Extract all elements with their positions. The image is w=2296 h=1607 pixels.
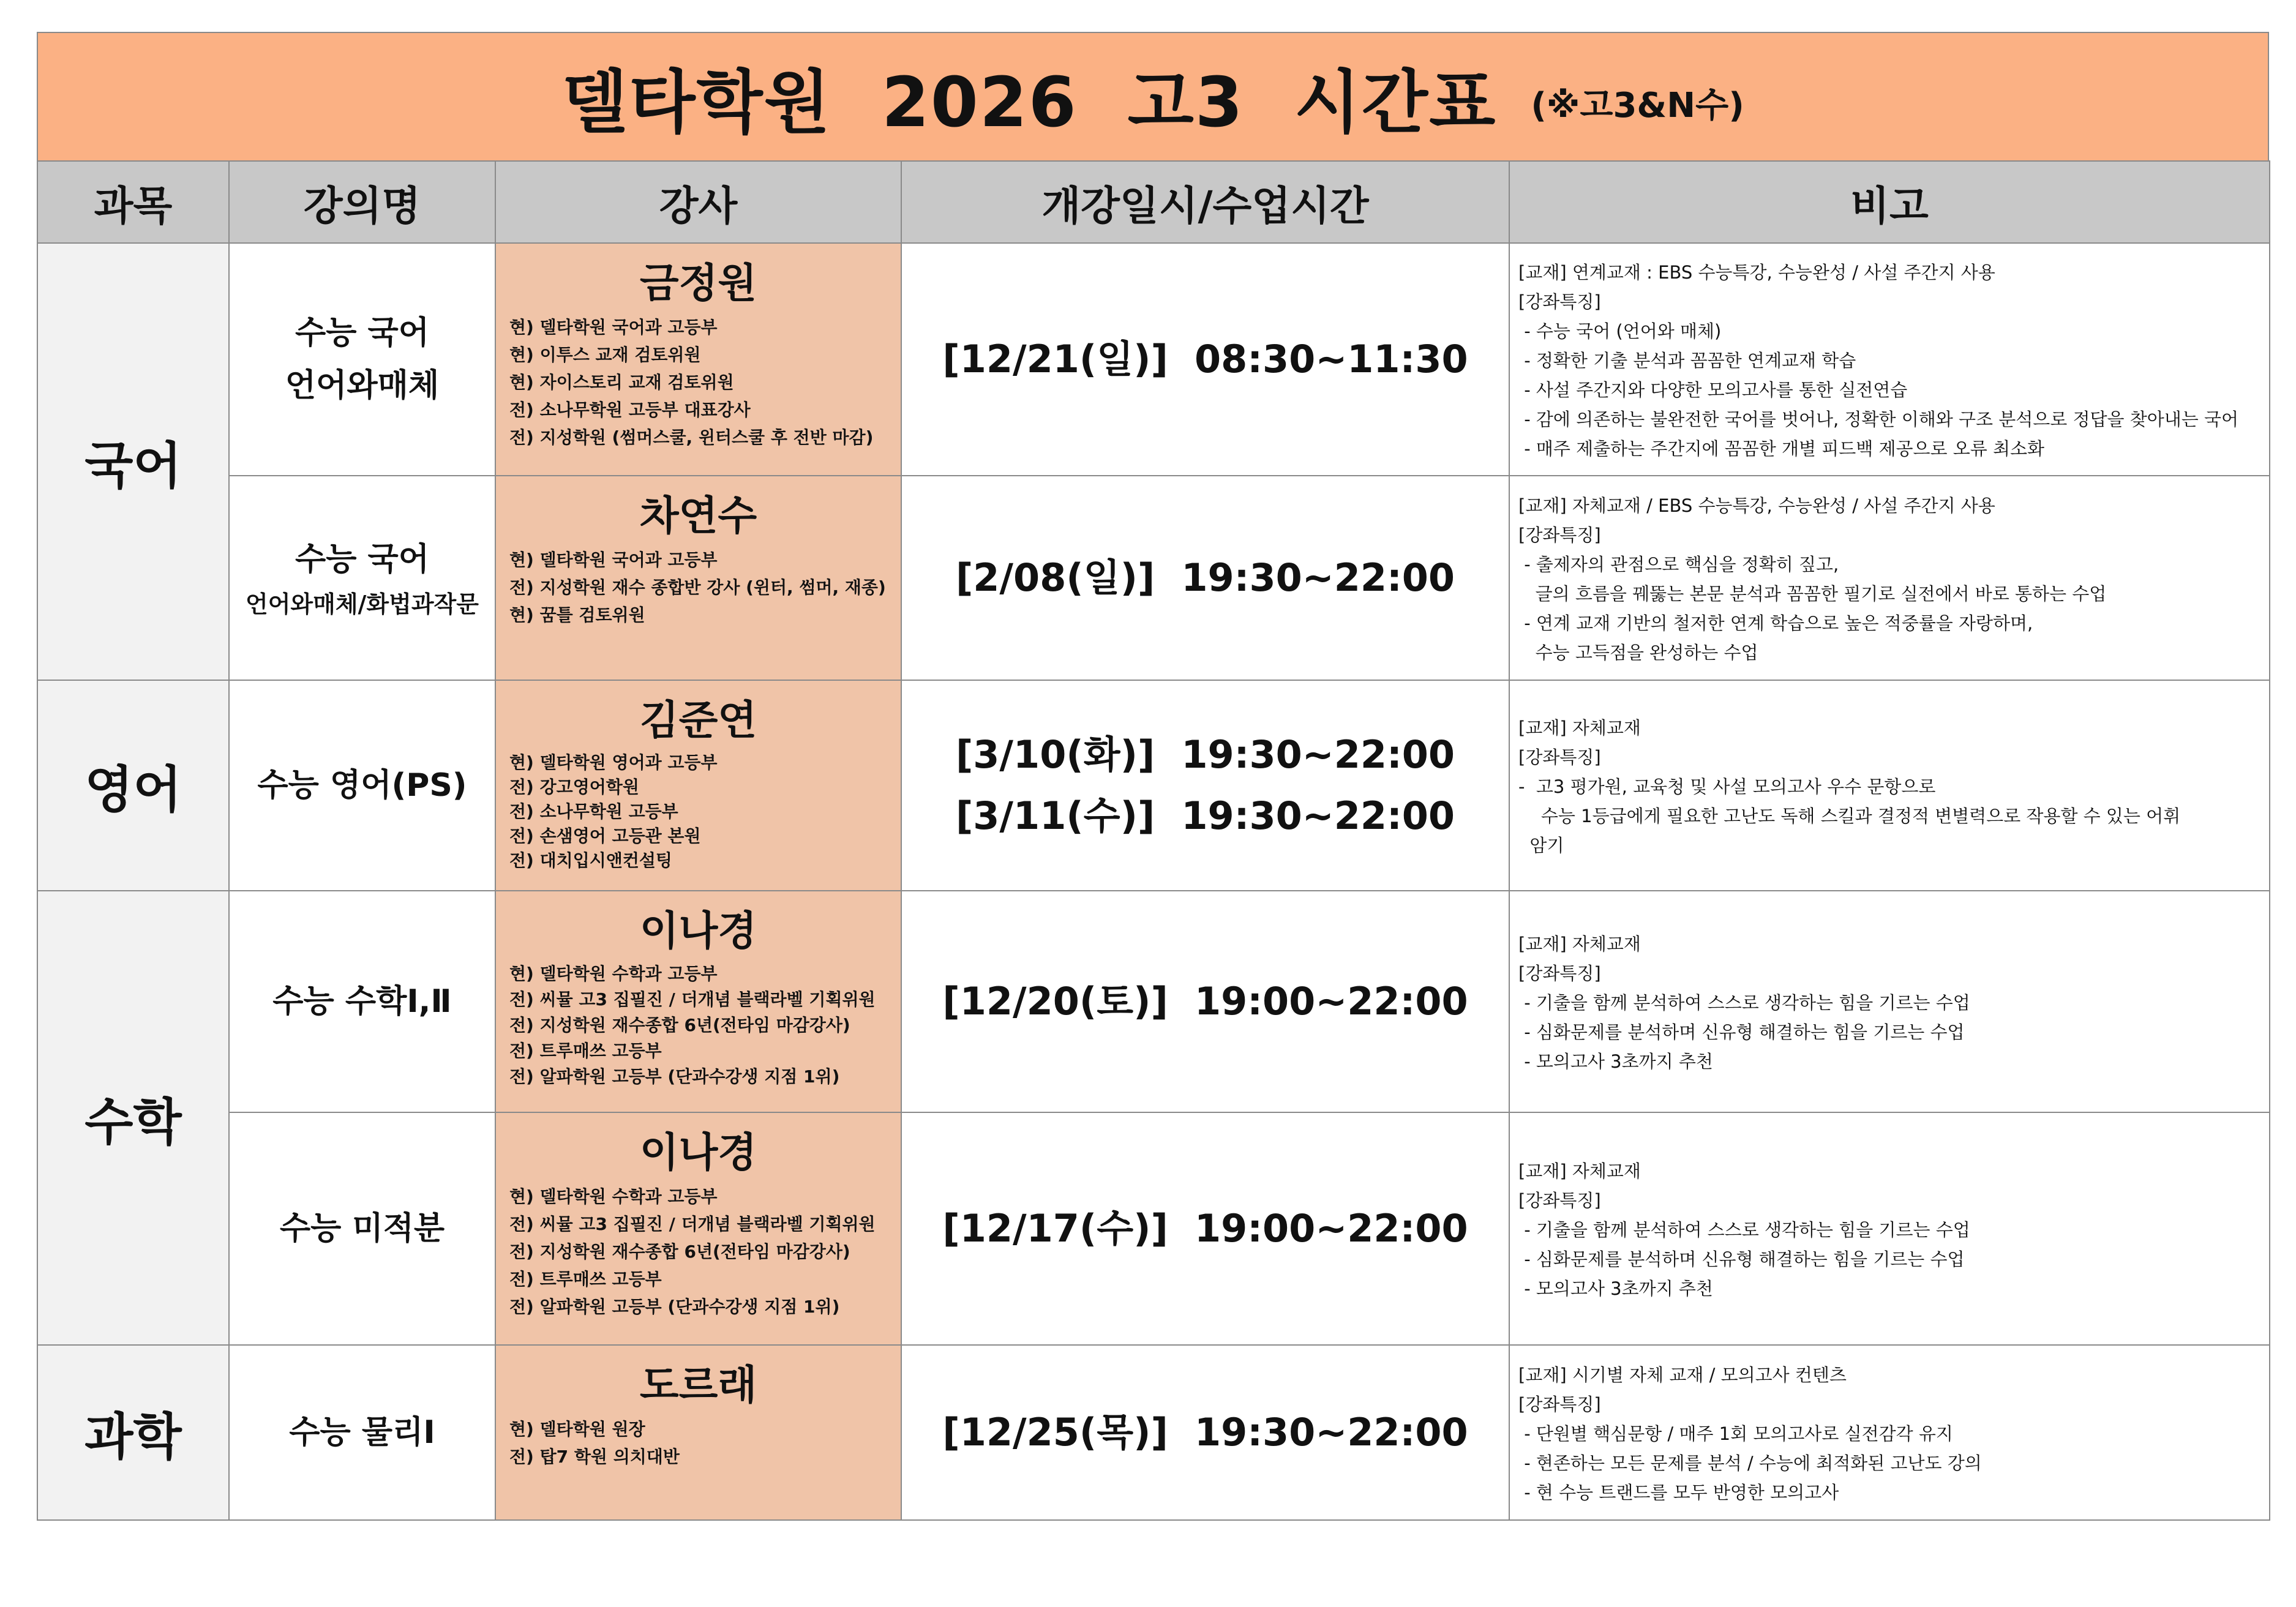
career-line: 전) 알파학원 고등부 (단과수강생 지점 1위) — [509, 1297, 840, 1317]
career-line: 전) 탑7 학원 의치대반 — [509, 1447, 680, 1467]
course-cell — [229, 891, 495, 1112]
subject-cell-math: 수학 — [37, 891, 229, 1345]
schedule-cell — [901, 680, 1509, 891]
note-line: 글의 흐름을 꿰뚫는 본문 분석과 꼼꼼한 필기로 실전에서 바로 통하는 수업 — [1518, 583, 2107, 604]
note-line: [교재] 연계교재 : EBS 수능특강, 수능완성 / 사설 주간지 사용 — [1518, 262, 1995, 283]
note-line: - 고3 평가원, 교육청 및 사설 모의고사 우수 문항으로 — [1518, 776, 1936, 797]
course-detail: 언어와매체 — [285, 367, 440, 404]
note-line: - 수능 국어 (언어와 매체) — [1518, 321, 1722, 342]
course-name: 수능 국어 — [295, 541, 430, 578]
table-row — [37, 243, 2270, 476]
note-line: [교재] 자체교재 — [1518, 717, 1641, 738]
career-line: 전) 지성학원 재수종합 6년(전타임 마감강사) — [509, 1015, 850, 1035]
course-cell — [229, 1345, 495, 1520]
timetable — [37, 160, 2270, 1521]
schedule-time: [2/08(일)] 19:30~22:00 — [955, 555, 1455, 600]
teacher-cell — [495, 476, 901, 680]
career-line: 전) 대치입시앤컨설팅 — [509, 850, 672, 871]
career-line: 전) 소나무학원 고등부 대표강사 — [509, 400, 751, 420]
note-line: 수능 1등급에게 필요한 고난도 독해 스킬과 결정적 변별력으로 작용할 수 있는 어휘 — [1518, 806, 2181, 826]
note-line: - 매주 제출하는 주간지에 꼼꼼한 개별 피드백 제공으로 오류 최소화 — [1518, 438, 2045, 459]
header-row — [37, 161, 2270, 243]
teacher-name: 김준연 — [639, 697, 757, 744]
subject-cell-english: 영어 — [37, 680, 229, 891]
teacher-name: 이나경 — [639, 1129, 757, 1176]
career-line: 전) 지성학원 재수 종합반 강사 (윈터, 썸머, 재종) — [509, 577, 886, 597]
schedule-time: [3/11(수)] 19:30~22:00 — [955, 793, 1455, 838]
note-line: [강좌특징] — [1518, 963, 1601, 984]
career-line: 현) 꿈틀 검토위원 — [509, 605, 645, 625]
title-bar — [37, 32, 2269, 160]
schedule-time: [12/17(수)] 19:00~22:00 — [942, 1206, 1468, 1251]
header-teacher: 강사 — [495, 161, 901, 243]
career-line: 전) 씨뮬 고3 집필진 / 더개념 블랙라벨 기획위원 — [509, 1214, 876, 1234]
teacher-name: 차연수 — [639, 492, 757, 539]
course-cell — [229, 243, 495, 476]
table-row — [37, 476, 2270, 680]
course-cell — [229, 476, 495, 680]
schedule-time: [12/21(일)] 08:30~11:30 — [942, 337, 1468, 381]
notes-cell — [1509, 476, 2270, 680]
note-line: [교재] 자체교재 / EBS 수능특강, 수능완성 / 사설 주간지 사용 — [1518, 495, 1995, 516]
career-line: 현) 자이스토리 교재 검토위원 — [509, 372, 734, 392]
header-notes: 비고 — [1509, 161, 2270, 243]
career-line: 전) 지성학원 재수종합 6년(전타임 마감강사) — [509, 1242, 850, 1262]
career-line: 현) 델타학원 원장 — [509, 1419, 645, 1439]
career-line: 현) 델타학원 국어과 고등부 — [509, 317, 718, 337]
career-line: 현) 델타학원 영어과 고등부 — [509, 752, 718, 773]
career-line: 전) 지성학원 (썸머스쿨, 윈터스쿨 후 전반 마감) — [509, 427, 874, 448]
note-line: [강좌특징] — [1518, 747, 1601, 768]
course-name: 수능 수학Ⅰ,Ⅱ — [272, 983, 452, 1020]
schedule-time: [3/10(화)] 19:30~22:00 — [955, 732, 1455, 777]
header-subject: 과목 — [37, 161, 229, 243]
notes-cell — [1509, 1112, 2270, 1345]
schedule-cell — [901, 476, 1509, 680]
teacher-cell — [495, 1112, 901, 1345]
note-line: - 감에 의존하는 불완전한 국어를 벗어나, 정확한 이해와 구조 분석으로 정답을 찾아내는 국어 — [1518, 409, 2239, 430]
teacher-cell — [495, 891, 901, 1112]
note-line: [교재] 자체교재 — [1518, 934, 1641, 954]
note-line: - 단원별 핵심문항 / 매주 1회 모의고사로 실전감각 유지 — [1518, 1423, 1953, 1444]
note-line: [교재] 시기별 자체 교재 / 모의고사 컨텐츠 — [1518, 1365, 1847, 1385]
note-line: - 모의고사 3초까지 추천 — [1518, 1278, 1713, 1299]
note-line: - 출제자의 관점으로 핵심을 정확히 짚고, — [1518, 554, 1839, 575]
note-line: [강좌특징] — [1518, 1394, 1601, 1415]
note-line: - 연계 교재 기반의 철저한 연계 학습으로 높은 적중률을 자랑하며, — [1518, 613, 2033, 634]
note-line: - 기출을 함께 분석하여 스스로 생각하는 힘을 기르는 수업 — [1518, 1219, 1970, 1240]
schedule-time: [12/25(목)] 19:30~22:00 — [942, 1410, 1468, 1455]
schedule-time: [12/20(토)] 19:00~22:00 — [942, 979, 1468, 1024]
career-line: 전) 손샘영어 고등관 본원 — [509, 826, 701, 846]
note-line: [강좌특징] — [1518, 1190, 1601, 1211]
teacher-name: 이나경 — [639, 907, 757, 954]
career-line: 전) 알파학원 고등부 (단과수강생 지점 1위) — [509, 1066, 840, 1087]
note-line: - 모의고사 3초까지 추천 — [1518, 1051, 1713, 1072]
note-line: - 심화문제를 분석하며 신유형 해결하는 힘을 기르는 수업 — [1518, 1249, 1965, 1270]
career-line: 전) 소나무학원 고등부 — [509, 801, 678, 822]
course-name: 수능 영어(PS) — [257, 767, 467, 804]
note-line: 암기 — [1518, 835, 1564, 856]
teacher-cell — [495, 1345, 901, 1520]
schedule-cell — [901, 1345, 1509, 1520]
note-line: - 기출을 함께 분석하여 스스로 생각하는 힘을 기르는 수업 — [1518, 992, 1970, 1013]
subject-cell-korean: 국어 — [37, 243, 229, 680]
header-schedule: 개강일시/수업시간 — [901, 161, 1509, 243]
note-line: - 심화문제를 분석하며 신유형 해결하는 힘을 기르는 수업 — [1518, 1022, 1965, 1043]
teacher-name: 도르래 — [639, 1362, 757, 1409]
page-title: 델타학원 2026 고3 시간표 — [561, 62, 1497, 143]
career-line: 전) 트루매쓰 고등부 — [509, 1269, 662, 1289]
career-line: 전) 씨뮬 고3 집필진 / 더개념 블랙라벨 기획위원 — [509, 989, 876, 1010]
notes-cell — [1509, 243, 2270, 476]
note-line: [강좌특징] — [1518, 525, 1601, 545]
subject-cell-science: 과학 — [37, 1345, 229, 1520]
page-subtitle: (※고3&N수) — [1531, 86, 1744, 125]
table-row — [37, 891, 2270, 1112]
career-line: 현) 델타학원 수학과 고등부 — [509, 964, 718, 984]
schedule-cell — [901, 1112, 1509, 1345]
teacher-cell — [495, 680, 901, 891]
note-line: 수능 고득점을 완성하는 수업 — [1518, 642, 1758, 663]
career-line: 현) 델타학원 수학과 고등부 — [509, 1186, 718, 1207]
teacher-name: 금정원 — [639, 260, 757, 307]
course-detail: 언어와매체/화법과작문 — [246, 591, 479, 618]
table-row — [37, 1345, 2270, 1520]
note-line: - 현존하는 모든 문제를 분석 / 수능에 최적화된 고난도 강의 — [1518, 1453, 1982, 1474]
note-line: - 사설 주간지와 다양한 모의고사를 통한 실전연습 — [1518, 380, 1908, 400]
course-name: 수능 미적분 — [279, 1210, 445, 1247]
note-line: [강좌특징] — [1518, 291, 1601, 312]
note-line: - 현 수능 트랜드를 모두 반영한 모의고사 — [1518, 1482, 1839, 1503]
note-line: - 정확한 기출 분석과 꼼꼼한 연계교재 학습 — [1518, 350, 1856, 371]
notes-cell — [1509, 891, 2270, 1112]
course-cell — [229, 680, 495, 891]
career-line: 전) 트루매쓰 고등부 — [509, 1041, 662, 1061]
course-cell — [229, 1112, 495, 1345]
schedule-cell — [901, 243, 1509, 476]
course-name: 수능 물리Ⅰ — [289, 1414, 435, 1451]
career-line: 현) 이투스 교재 검토위원 — [509, 345, 701, 365]
notes-cell — [1509, 1345, 2270, 1520]
teacher-cell — [495, 243, 901, 476]
career-line: 전) 강고영어학원 — [509, 777, 639, 797]
timetable-sheet — [37, 32, 2269, 1521]
schedule-cell — [901, 891, 1509, 1112]
table-row — [37, 1112, 2270, 1345]
table-row — [37, 680, 2270, 891]
career-line: 현) 델타학원 국어과 고등부 — [509, 550, 718, 570]
header-course: 강의명 — [229, 161, 495, 243]
notes-cell — [1509, 680, 2270, 891]
note-line: [교재] 자체교재 — [1518, 1161, 1641, 1182]
course-name: 수능 국어 — [295, 315, 430, 351]
